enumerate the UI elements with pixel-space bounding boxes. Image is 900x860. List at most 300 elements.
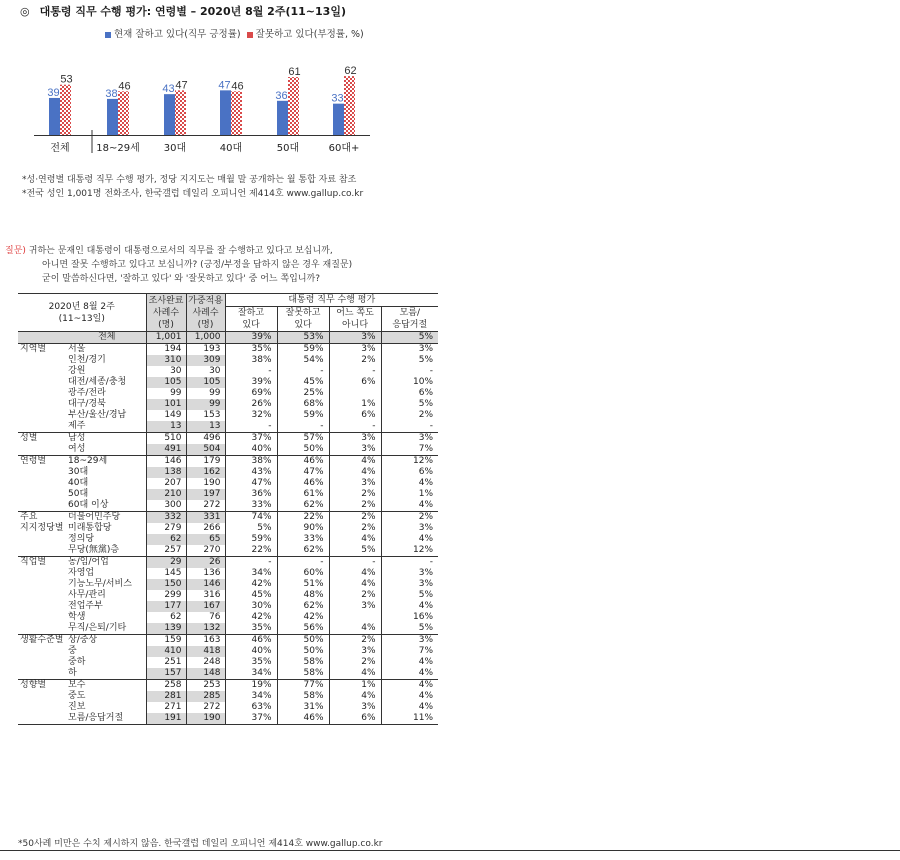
table-row (18, 355, 438, 366)
row-label: 무직/은퇴/기타 (68, 623, 127, 633)
row-label: 강원 (68, 366, 86, 376)
row-negative: 53% (277, 332, 329, 344)
row-n-completed: 99 (146, 388, 186, 399)
question (5, 244, 352, 286)
label-positive: 47 (218, 79, 231, 92)
row-positive: 40% (225, 646, 277, 657)
row-neither (329, 388, 381, 399)
note-1: *성·연령별 대통령 직무 수행 평가, 정당 지지도는 매월 말 공개하는 월 통합 자료 참조 (22, 175, 357, 185)
row-neither: 3% (329, 646, 381, 657)
row-positive: 40% (225, 444, 277, 456)
label-negative: 61 (288, 66, 301, 79)
row-group (18, 478, 68, 489)
table-row (18, 344, 438, 356)
row-group (18, 702, 68, 713)
row-group (18, 691, 68, 702)
row-neither: 3% (329, 444, 381, 456)
row-n-weighted: 13 (186, 421, 225, 433)
label-negative: 47 (175, 79, 188, 92)
row-dontknow: 2% (381, 410, 438, 421)
row-group (18, 668, 68, 680)
row-n-weighted: 76 (186, 612, 225, 623)
row-n-weighted: 272 (186, 500, 225, 512)
row-negative: 58% (277, 668, 329, 680)
row-neither: 3% (329, 433, 381, 445)
row-neither: 2% (329, 512, 381, 524)
row-n-weighted: 153 (186, 410, 225, 421)
row-negative: 90% (277, 523, 329, 534)
table-row (18, 500, 438, 512)
row-label: 상/중상 (68, 635, 146, 647)
row-negative: 60% (277, 568, 329, 579)
row-label: 60대 이상 (68, 500, 109, 510)
row-dontknow: 4% (381, 534, 438, 545)
row-n-completed: 29 (146, 557, 186, 569)
row-n-completed: 13 (146, 421, 186, 433)
label-positive: 38 (105, 87, 118, 100)
row-label: 부산/울산/경남 (68, 410, 127, 420)
row-group (18, 355, 68, 366)
row-group (18, 545, 68, 557)
row-label: 무당(無黨)층 (68, 545, 120, 555)
table-row (18, 534, 438, 545)
label-negative: 46 (118, 80, 131, 93)
row-positive: 35% (225, 344, 277, 356)
row-neither: 4% (329, 534, 381, 545)
question-label: 질문) (5, 246, 26, 256)
question-line-1: 귀하는 문재인 대통령이 대통령으로서의 직무를 잘 수행하고 있다고 보십니까, (28, 246, 333, 256)
row-negative: 45% (277, 377, 329, 388)
row-dontknow: - (381, 421, 438, 433)
table-row (18, 668, 438, 680)
row-dontknow: 3% (381, 344, 438, 356)
row-negative: 62% (277, 601, 329, 612)
row-neither: - (329, 557, 381, 569)
row-positive: 47% (225, 478, 277, 489)
row-negative: 62% (277, 545, 329, 557)
row-group (18, 399, 68, 410)
legend-swatch-positive (105, 32, 111, 38)
row-positive: 36% (225, 489, 277, 500)
row-positive: 59% (225, 534, 277, 545)
row-group: 성별 (18, 433, 68, 445)
table-row (18, 399, 438, 410)
row-n-weighted: 197 (186, 489, 225, 500)
row-label: 대전/세종/충청 (68, 377, 127, 387)
row-n-completed: 101 (146, 399, 186, 410)
table-row (18, 702, 438, 713)
row-label: 진보 (68, 702, 86, 712)
row-negative: 50% (277, 444, 329, 456)
row-n-completed: 105 (146, 377, 186, 388)
row-n-weighted: 190 (186, 478, 225, 489)
row-label: 50대 (68, 489, 89, 499)
row-negative: 58% (277, 691, 329, 702)
table-row (18, 456, 438, 468)
row-neither: 5% (329, 545, 381, 557)
category-label: 30대 (163, 143, 187, 154)
row-label: 광주/전라 (68, 388, 106, 398)
bar-negative (60, 85, 71, 135)
row-group: 주요 (18, 512, 68, 524)
row-label: 30대 (68, 467, 89, 477)
row-n-completed: 257 (146, 545, 186, 557)
row-dontknow: 3% (381, 523, 438, 534)
row-dontknow: 16% (381, 612, 438, 623)
row-neither: 2% (329, 355, 381, 366)
table-row (18, 444, 438, 456)
header-dontknow: 모름/ 응답거절 (381, 307, 438, 332)
row-positive: 38% (225, 355, 277, 366)
row-n-completed: 300 (146, 500, 186, 512)
row-label: 정의당 (68, 534, 95, 544)
table-row (18, 657, 438, 668)
table-row (18, 421, 438, 433)
row-group (18, 590, 68, 601)
row-negative: 50% (277, 635, 329, 647)
row-neither: 6% (329, 377, 381, 388)
label-negative: 46 (231, 80, 244, 93)
table-row (18, 377, 438, 388)
footnote: *50사례 미만은 수치 제시하지 않음. 한국갤럽 데일리 오피니언 제414호 www.gallup.co.kr (18, 839, 383, 849)
category-label: 50대 (276, 143, 300, 154)
row-n-weighted: 105 (186, 377, 225, 388)
row-neither: 2% (329, 635, 381, 647)
row-group: 지지정당별 (20, 523, 64, 533)
row-dontknow: 10% (381, 377, 438, 388)
row-dontknow: - (381, 366, 438, 377)
row-group (18, 332, 68, 344)
row-positive: 39% (225, 377, 277, 388)
row-positive: 26% (225, 399, 277, 410)
row-neither: 4% (329, 467, 381, 478)
row-negative: 59% (277, 344, 329, 356)
row-n-weighted: 270 (186, 545, 225, 557)
row-label: 기능노무/서비스 (68, 579, 132, 589)
row-n-weighted: 162 (186, 467, 225, 478)
row-n-completed: 194 (146, 344, 186, 356)
row-n-weighted: 163 (186, 635, 225, 647)
row-n-weighted: 331 (186, 512, 225, 524)
table-row (18, 557, 438, 569)
row-positive: 69% (225, 388, 277, 399)
row-negative: 61% (277, 489, 329, 500)
table-row (18, 691, 438, 702)
table-row (18, 579, 438, 590)
row-n-weighted: 418 (186, 646, 225, 657)
row-n-weighted: 99 (186, 399, 225, 410)
row-neither: 2% (329, 657, 381, 668)
row-negative: - (277, 366, 329, 377)
row-negative: 59% (277, 410, 329, 421)
row-neither: 1% (329, 399, 381, 410)
row-n-weighted: 309 (186, 355, 225, 366)
bar-positive (333, 104, 344, 135)
row-n-weighted: 496 (186, 433, 225, 445)
row-n-weighted: 248 (186, 657, 225, 668)
row-n-completed: 145 (146, 568, 186, 579)
row-group (18, 421, 68, 433)
row-negative: 46% (277, 456, 329, 468)
row-neither: 3% (329, 344, 381, 356)
row-negative: 46% (277, 478, 329, 489)
row-label: 학생 (68, 612, 86, 622)
row-group: 연령별 (18, 456, 68, 468)
row-n-weighted: 285 (186, 691, 225, 702)
row-group (18, 646, 68, 657)
label-positive: 43 (162, 83, 175, 96)
row-positive: 42% (225, 579, 277, 590)
row-dontknow: 6% (381, 467, 438, 478)
bar-negative (231, 91, 242, 135)
row-negative: - (277, 421, 329, 433)
row-n-completed: 159 (146, 635, 186, 647)
legend-swatch-negative (247, 32, 253, 38)
bar-negative (344, 76, 355, 135)
row-dontknow: 4% (381, 668, 438, 680)
row-label: 인천/경기 (68, 355, 106, 365)
results-table (18, 293, 438, 725)
row-group: 성향별 (18, 680, 68, 692)
header-n-completed: 조사완료 사례수 (명) (146, 294, 186, 332)
category-label: 60대+ (328, 143, 360, 154)
label-positive: 33 (331, 92, 344, 105)
row-label: 전업주부 (68, 601, 103, 611)
row-neither: 4% (329, 568, 381, 579)
chart-legend (105, 26, 364, 40)
row-label: 농/임/어업 (68, 557, 146, 569)
row-n-weighted: 253 (186, 680, 225, 692)
row-neither: 2% (329, 500, 381, 512)
row-n-completed: 251 (146, 657, 186, 668)
row-dontknow: 7% (381, 646, 438, 657)
row-n-weighted: 99 (186, 388, 225, 399)
row-positive: 33% (225, 500, 277, 512)
label-negative: 53 (60, 73, 73, 86)
row-group (18, 623, 68, 635)
row-group (18, 388, 68, 399)
row-dontknow: 5% (381, 590, 438, 601)
row-group (18, 579, 68, 590)
row-n-weighted: 190 (186, 713, 225, 725)
row-positive: 19% (225, 680, 277, 692)
table-row (18, 489, 438, 500)
row-dontknow: 12% (381, 456, 438, 468)
row-label: 제주 (68, 421, 86, 431)
table-row (18, 478, 438, 489)
row-positive: 37% (225, 433, 277, 445)
label-positive: 39 (47, 86, 60, 99)
row-label: 대구/경북 (68, 399, 106, 409)
row-negative: 56% (277, 623, 329, 635)
row-positive: 46% (225, 635, 277, 647)
row-label: 18~29세 (68, 456, 146, 468)
row-n-completed: 146 (146, 456, 186, 468)
row-n-completed: 281 (146, 691, 186, 702)
row-negative: 58% (277, 657, 329, 668)
row-group (18, 534, 68, 545)
chart-title (20, 3, 346, 19)
table-row (18, 623, 438, 635)
header-n-weighted: 가중적용 사례수 (명) (186, 294, 225, 332)
row-n-weighted: 193 (186, 344, 225, 356)
row-group (18, 713, 68, 725)
row-dontknow: 4% (381, 691, 438, 702)
label-positive: 36 (275, 89, 288, 102)
row-dontknow: 11% (381, 713, 438, 725)
row-positive: 39% (225, 332, 277, 344)
row-neither: 6% (329, 713, 381, 725)
table-row (18, 388, 438, 399)
row-label: 더불어민주당 (68, 512, 146, 524)
row-label: 중 (68, 646, 77, 656)
row-n-weighted: 30 (186, 366, 225, 377)
row-n-completed: 191 (146, 713, 186, 725)
row-n-weighted: 504 (186, 444, 225, 456)
row-label: 서울 (68, 344, 146, 356)
row-positive: 37% (225, 713, 277, 725)
row-negative: 22% (277, 512, 329, 524)
row-label: 중도 (68, 691, 86, 701)
row-positive: 63% (225, 702, 277, 713)
row-negative: 42% (277, 612, 329, 623)
row-n-completed: 139 (146, 623, 186, 635)
row-neither: 4% (329, 623, 381, 635)
row-dontknow: 4% (381, 478, 438, 489)
legend-positive: 현재 잘하고 있다(직무 긍정률) (114, 29, 241, 40)
row-positive: 34% (225, 668, 277, 680)
row-negative: 31% (277, 702, 329, 713)
row-neither: 2% (329, 590, 381, 601)
row-dontknow: 3% (381, 433, 438, 445)
title-text: 대통령 직무 수행 평가: 연령별 – 2020년 8월 2주(11~13일) (39, 5, 346, 18)
row-positive: - (225, 421, 277, 433)
title-mark: ◎ (20, 5, 30, 18)
row-label: 남성 (68, 433, 146, 445)
row-n-completed: 62 (146, 612, 186, 623)
row-dontknow: 5% (381, 399, 438, 410)
row-neither: 4% (329, 668, 381, 680)
row-negative: 48% (277, 590, 329, 601)
question-line-3: 굳이 말씀하신다면, '잘하고 있다' 와 '잘못하고 있다' 중 어느 쪽입니까? (42, 274, 321, 284)
row-neither: 6% (329, 410, 381, 421)
row-neither (329, 612, 381, 623)
row-group (18, 601, 68, 612)
row-label: 미래통합당 (68, 523, 112, 533)
question-line-2: 아니면 잘못 수행하고 있다고 보십니까? (긍정/부정을 답하지 않은 경우 재질문) (42, 260, 353, 270)
row-dontknow: 2% (381, 512, 438, 524)
row-negative: 46% (277, 713, 329, 725)
row-positive: 35% (225, 623, 277, 635)
table-row (18, 590, 438, 601)
row-n-completed: 30 (146, 366, 186, 377)
row-group (18, 366, 68, 377)
row-dontknow: 6% (381, 388, 438, 399)
row-label: 자영업 (68, 568, 95, 578)
row-neither: 2% (329, 489, 381, 500)
row-neither: 3% (329, 601, 381, 612)
row-positive: 5% (225, 523, 277, 534)
row-n-weighted: 316 (186, 590, 225, 601)
row-label: 전체 (68, 332, 146, 344)
row-label: 사무/관리 (68, 590, 106, 600)
row-dontknow: 4% (381, 601, 438, 612)
row-neither: - (329, 421, 381, 433)
bar-negative (118, 91, 129, 135)
row-n-completed: 271 (146, 702, 186, 713)
header-negative: 잘못하고 있다 (277, 307, 329, 332)
row-n-completed: 299 (146, 590, 186, 601)
row-dontknow: 3% (381, 579, 438, 590)
row-n-weighted: 146 (186, 579, 225, 590)
row-n-completed: 510 (146, 433, 186, 445)
row-positive: 22% (225, 545, 277, 557)
row-label: 모름/응답거절 (68, 713, 146, 725)
row-dontknow: 5% (381, 623, 438, 635)
row-positive: 34% (225, 568, 277, 579)
row-n-weighted: 179 (186, 456, 225, 468)
row-group (18, 500, 68, 512)
row-positive: 38% (225, 456, 277, 468)
row-neither: 2% (329, 523, 381, 534)
bar-positive (107, 99, 118, 135)
row-n-completed: 1,001 (146, 332, 186, 344)
table-row (18, 646, 438, 657)
table-row (18, 635, 438, 647)
row-dontknow: 4% (381, 702, 438, 713)
row-negative: 47% (277, 467, 329, 478)
row-positive: 42% (225, 612, 277, 623)
row-dontknow: 12% (381, 545, 438, 557)
row-n-completed: 491 (146, 444, 186, 456)
row-negative: 57% (277, 433, 329, 445)
bar-positive (164, 94, 175, 135)
bar-chart (20, 40, 380, 165)
row-n-completed: 210 (146, 489, 186, 500)
row-dontknow: 4% (381, 500, 438, 512)
category-label: 전체 (50, 143, 70, 154)
bottom-rule (0, 850, 900, 851)
label-negative: 62 (344, 65, 357, 78)
table-row (18, 512, 438, 524)
legend-negative: 잘못하고 있다(부정률, %) (255, 29, 364, 40)
row-dontknow: 3% (381, 568, 438, 579)
row-neither: 4% (329, 579, 381, 590)
table-row (18, 713, 438, 725)
row-negative: 62% (277, 500, 329, 512)
row-group: 직업별 (18, 557, 68, 569)
row-label: 보수 (68, 680, 146, 692)
table-row (18, 568, 438, 579)
row-neither: 1% (329, 680, 381, 692)
row-negative: 25% (277, 388, 329, 399)
row-n-completed: 150 (146, 579, 186, 590)
row-group (18, 489, 68, 500)
row-negative: - (277, 557, 329, 569)
row-group (18, 467, 68, 478)
note-2: *전국 성인 1,001명 전화조사, 한국갤럽 데일리 오피니언 제414호 www.gallup.co.kr (22, 189, 364, 199)
header-period: 2020년 8월 2주 (11~13일) (18, 294, 146, 332)
row-group (18, 377, 68, 388)
row-n-completed: 410 (146, 646, 186, 657)
bar-negative (175, 90, 186, 135)
row-n-completed: 332 (146, 512, 186, 524)
row-group: 생활수준별 (18, 635, 68, 647)
row-dontknow: 1% (381, 489, 438, 500)
row-dontknow: 5% (381, 355, 438, 366)
table-row (18, 410, 438, 421)
category-label: 40대 (219, 143, 243, 154)
